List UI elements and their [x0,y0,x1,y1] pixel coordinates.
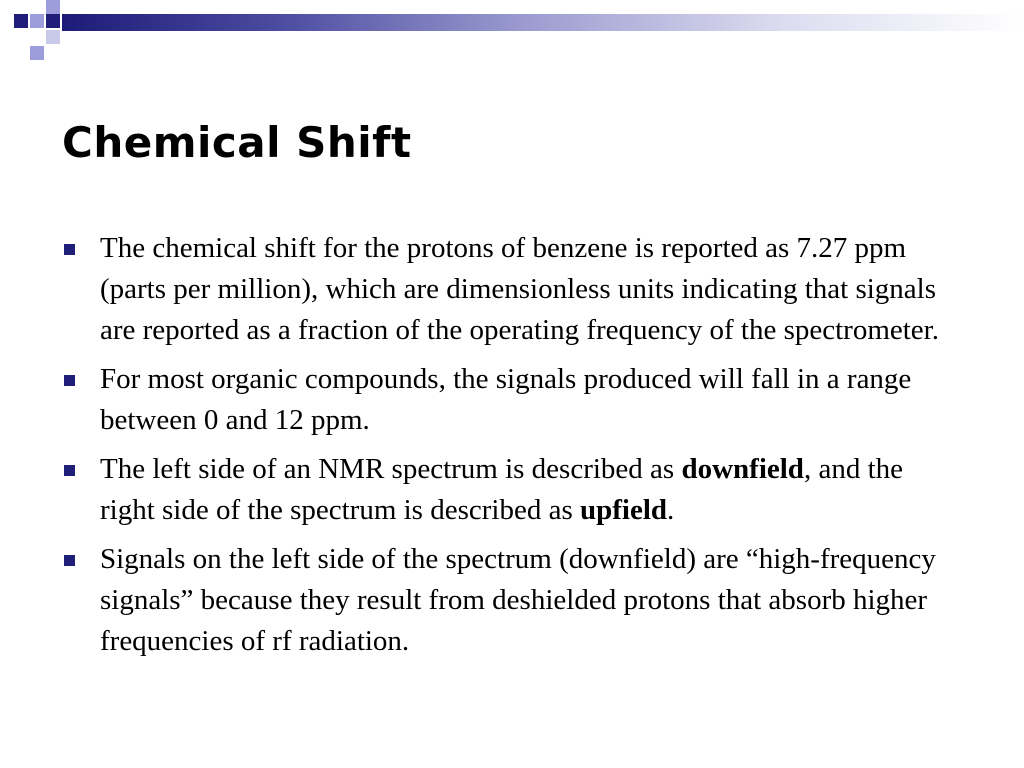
header-square-icon [46,0,60,14]
square-bullet-icon [64,244,75,255]
header-square-icon [46,30,60,44]
bullet-text [100,453,903,526]
bullet-text: The chemical shift for the protons of benzene is reported as 7.27 ppm (parts per million), which are dimensionless units indicating that signals are reported as a fraction of the operating frequency of the spectrometer. [100,232,939,346]
bullet-text: For most organic compounds, the signals produced will fall in a range between 0 and 12 ppm. [100,363,912,436]
bullet-text-part: The left side of an NMR spectrum is described as [100,453,682,485]
header-square-icon [46,14,60,28]
bullet-item [62,359,962,441]
bullet-text-part: , and the right side of the spectrum is described as [100,453,904,526]
bullet-text: Signals on the left side of the spectrum (downfield) are “high-frequency signals” because they result from deshielded protons that absorb higher frequencies of rf radiation. [100,543,936,657]
bullet-item [62,539,962,662]
header-gradient-bar [62,14,1024,31]
slide-title: Chemical Shift [62,118,412,167]
term-upfield: upfield [580,494,668,526]
square-bullet-icon [64,555,75,566]
bullet-item [62,449,962,531]
bullet-text-part: . [667,494,675,526]
term-downfield: downfield [681,453,804,485]
header-square-icon [30,14,44,28]
bullet-item [62,228,962,351]
square-bullet-icon [64,465,75,476]
header-square-icon [14,14,28,28]
header-square-icon [30,46,44,60]
bullet-list [62,228,962,670]
square-bullet-icon [64,375,75,386]
